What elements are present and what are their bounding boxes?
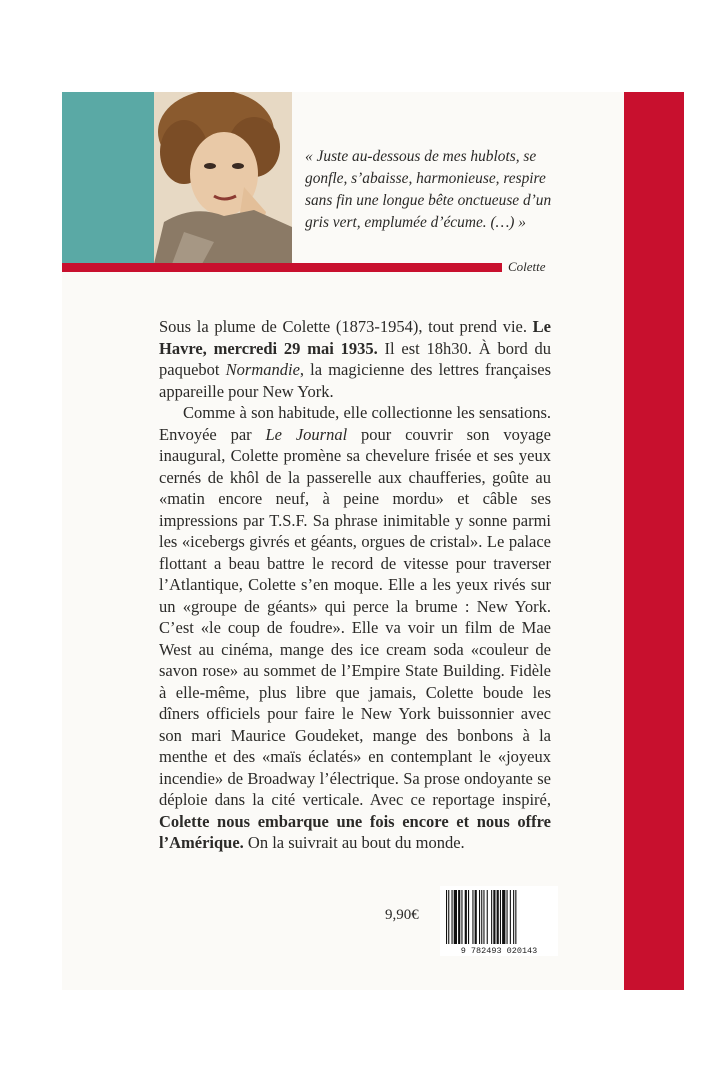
barcode-bar: [446, 890, 447, 944]
barcode-bar: [502, 890, 505, 944]
barcode-bar: [454, 890, 457, 944]
barcode-bar: [461, 890, 462, 944]
epigraph-quote: « Juste au-dessous de mes hublots, se gonfle, s’abaisse, harmonieuse, respire sans fin une longue bête onctueuse d’un gris vert, emplumée d’écume. (…) »: [305, 148, 552, 231]
text-run-bold: Colette nous embarque une fois encore et nous offre l’Amérique.: [159, 811, 551, 852]
barcode-bar: [452, 890, 453, 944]
barcode-bar: [465, 890, 467, 944]
blurb-paragraph-1: [159, 316, 551, 402]
text-run: On la suivrait au bout du monde.: [243, 833, 465, 852]
barcode-bar: [515, 890, 516, 944]
blurb-paragraph-2: [159, 402, 551, 854]
barcode-bar: [479, 890, 480, 944]
barcode-bar: [493, 890, 495, 944]
text-run: Comme à son habitude, elle collectionne les sensations. Envoyée par: [159, 403, 551, 444]
epigraph-author: Colette: [508, 259, 546, 274]
text-run-bold: Le Havre, mercredi 29 mai 1935.: [159, 317, 551, 358]
barcode-bar: [475, 890, 477, 944]
barcode-bar: [510, 890, 511, 944]
barcode-bar: [448, 890, 449, 944]
price-label: 9,90€: [385, 907, 419, 923]
barcode-bar: [481, 890, 482, 944]
barcode-bar: [472, 890, 473, 944]
barcode-bar: [458, 890, 460, 944]
author-portrait: [154, 92, 292, 264]
barcode-bar: [513, 890, 514, 944]
teal-band: [62, 92, 154, 264]
text-run-italic: Normandie: [225, 360, 300, 379]
barcode-bar: [507, 890, 508, 944]
barcode-bar: [487, 890, 488, 944]
text-run: , la magicienne des lettres françaises appareille pour New York.: [159, 360, 551, 401]
text-run: pour couvrir son voyage inaugural, Colette promène sa chevelure frisée et ses yeux cernés de khôl de la passerelle aux chaufferies, goûte au «matin encore neuf, à peine mordu» et câble ses impressions par T.S.F. Sa phrase inimitable y sonne parmi les «icebergs givrés et géants, orgues de cristal». Le palace flottant a beau battre le record de vitesse pour traverser l’Atlantique, Colette s’en moque. Elle a les yeux rivés sur un «groupe de géants» qui perce la brume : New York. C’est «le coup de foudre». Elle va voir un film de Mae West au cinéma, mange des ice cream soda «couleur de savon rose» au sommet de l’Empire State Building. Fidèle à elle-même, plus libre que jamais, Colette boude les dîners officiels pour faire le New York buissonnier avec son mari Maurice Goudeket, mange des bonbons à la menthe et des «maïs éclatés» en contemplant le «joyeux incendie» de Broadway l’électrique. Sa prose ondoyante se déploie dans la cité verticale. Avec ce reportage inspiré,: [159, 424, 551, 809]
blurb-text: [159, 316, 551, 854]
text-run: Il est 18h30. À bord du paquebot: [159, 338, 551, 379]
barcode-bar: [497, 890, 499, 944]
barcode-bar: [491, 890, 492, 944]
isbn-barcode: [440, 886, 558, 956]
isbn-digits: 9 782493 020143: [460, 946, 538, 956]
barcode-bar: [483, 890, 484, 944]
text-run-italic: Le Journal: [265, 424, 348, 444]
barcode-bar: [500, 890, 501, 944]
barcode-bar: [468, 890, 469, 944]
red-rule-right: [292, 263, 502, 272]
red-spine-strip: [624, 92, 684, 990]
red-rule-left: [62, 263, 292, 272]
text-run: Sous la plume de Colette (1873-1954), tout prend vie.: [159, 317, 533, 336]
